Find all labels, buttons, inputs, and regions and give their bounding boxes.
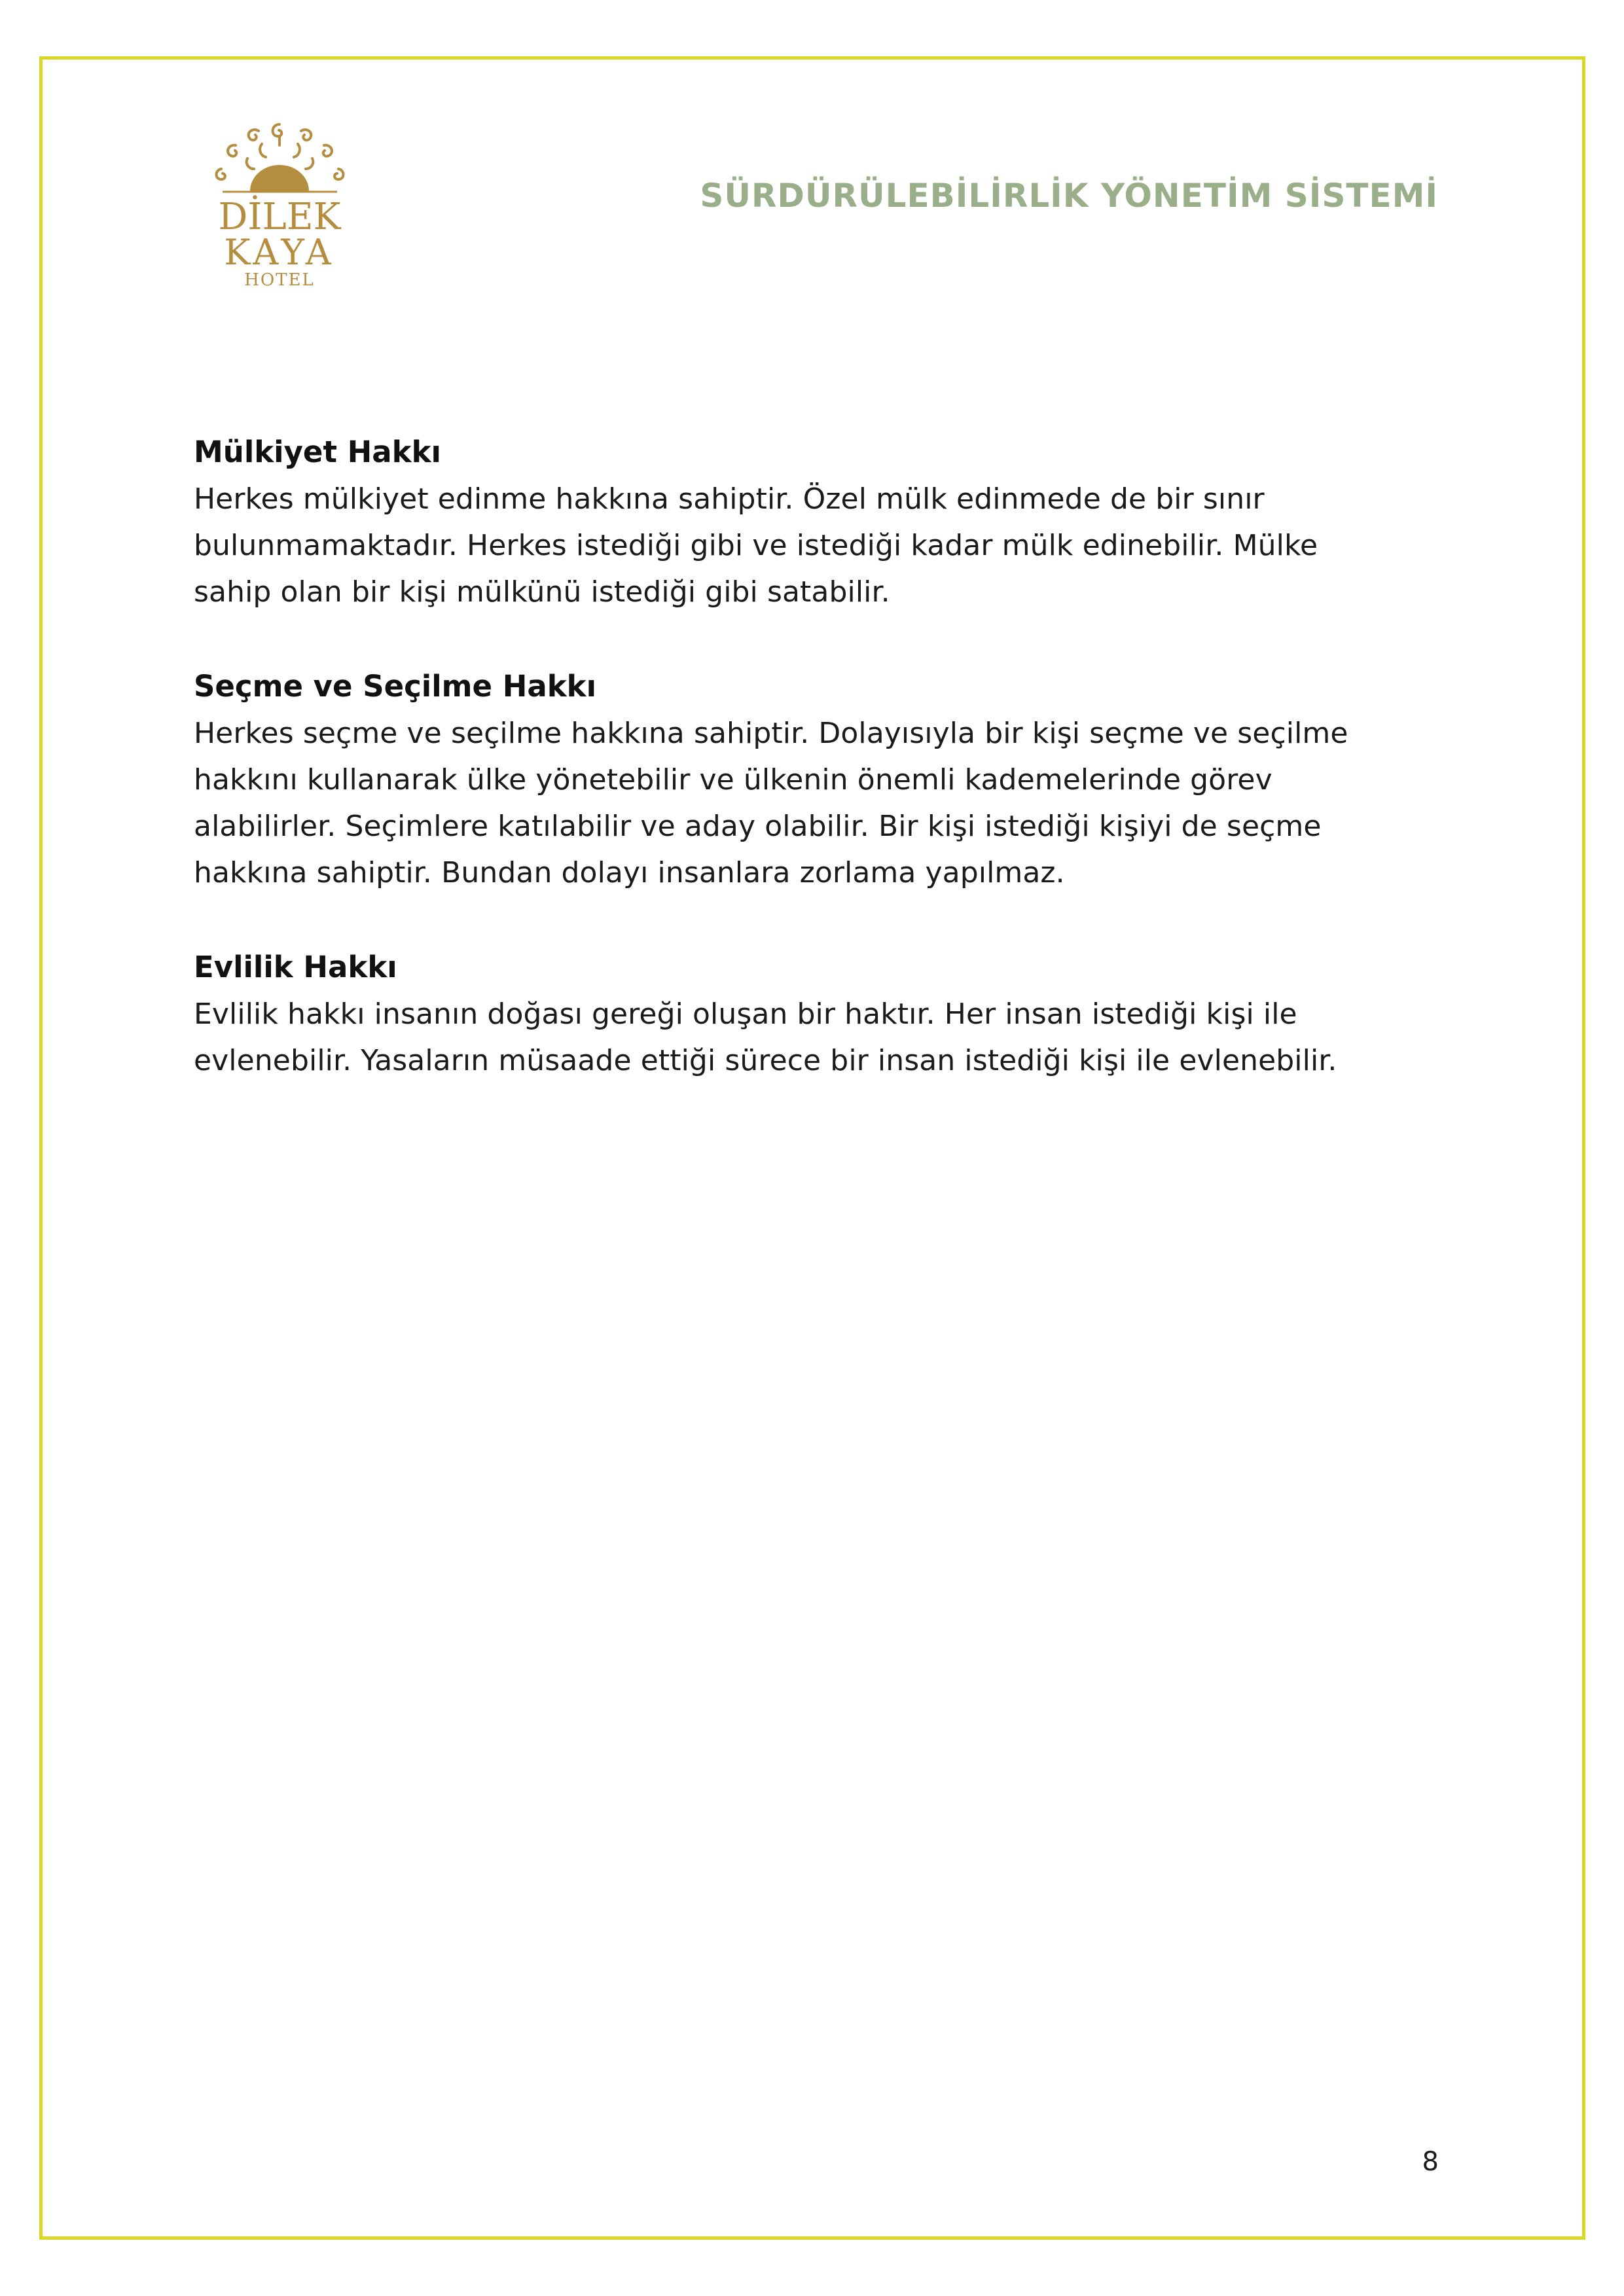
page-number: 8 xyxy=(1422,2147,1439,2177)
document-title: SÜRDÜRÜLEBİLİRLİK YÖNETİM SİSTEMİ xyxy=(700,177,1438,215)
section-property-right xyxy=(194,429,1437,615)
paragraph-line: bulunmamaktadır. Herkes istediği gibi ve istediği kadar mülk edinebilir. Mülke xyxy=(194,529,1318,562)
paragraph-line: sahip olan bir kişi mülkünü istediği gibi satabilir. xyxy=(194,575,890,609)
page-border xyxy=(39,56,1585,2240)
paragraph-line: Herkes seçme ve seçilme hakkına sahiptir. Dolayısıyla bir kişi seçme ve seçilme xyxy=(194,717,1348,750)
paragraph-line: hakkına sahiptir. Bundan dolayı insanlara zorlama yapılmaz. xyxy=(194,856,1065,889)
section-heading: Evlilik Hakkı xyxy=(194,950,397,984)
logo-text-hotel: HOTEL xyxy=(244,270,315,288)
document-body xyxy=(194,429,1437,1132)
paragraph-line: Evlilik hakkı insanın doğası gereği oluşan bir haktır. Her insan istediği kişi ile xyxy=(194,997,1297,1031)
paragraph-line: hakkını kullanarak ülke yönetebilir ve ülkenin önemli kademelerinde görev xyxy=(194,763,1272,797)
section-heading: Seçme ve Seçilme Hakkı xyxy=(194,669,597,704)
logo-text-dilek: DİLEK xyxy=(218,196,341,238)
section-marriage-right xyxy=(194,944,1437,1084)
logo-text-kaya: KAYA xyxy=(224,232,335,273)
section-heading: Mülkiyet Hakkı xyxy=(194,435,441,469)
paragraph-line: evlenebilir. Yasaların müsaade ettiği sürece bir insan istediği kişi ile evlenebilir. xyxy=(194,1044,1337,1077)
paragraph-line: alabilirler. Seçimlere katılabilir ve aday olabilir. Bir kişi istediği kişiyi de seçme xyxy=(194,810,1322,843)
hotel-logo xyxy=(196,105,363,288)
paragraph-line: Herkes mülkiyet edinme hakkına sahiptir. Özel mülk edinmede de bir sınır xyxy=(194,482,1265,516)
section-voting-right xyxy=(194,663,1437,896)
